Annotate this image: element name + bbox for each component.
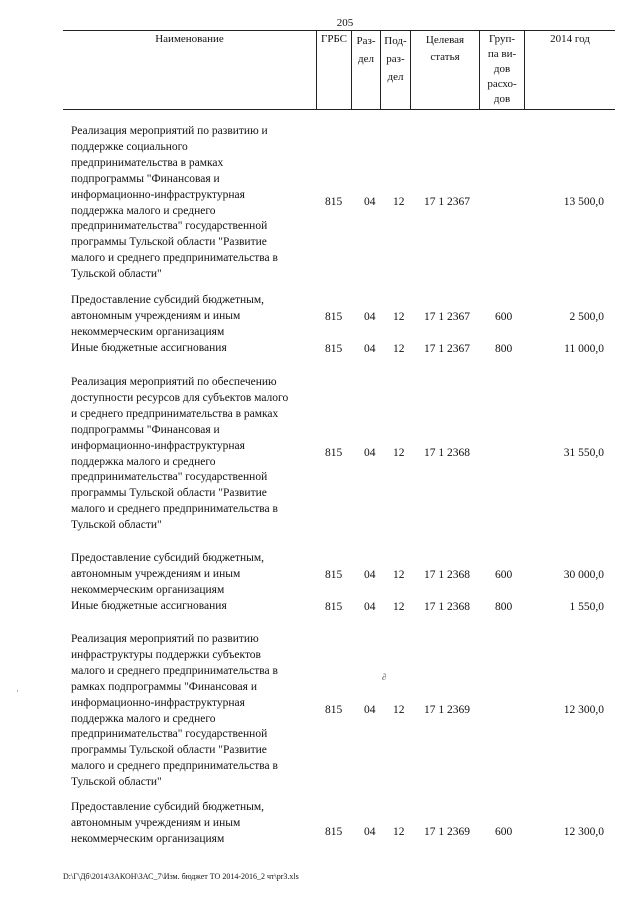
- row-name: Реализация мероприятий по развитию инфраструктуры поддержки субъектов малого и среднего предпринимательства в рамках подпрограммы "Финансовая и информационно-инфраструктурная поддержка малого и среднего предпринимательства" государственной программы Тульской области "Развитие малого и среднего предпринимательства в Тульской области": [71, 633, 278, 789]
- row-razdel: 04: [364, 601, 376, 613]
- row-target: 17 1 2368: [424, 569, 470, 581]
- row-razdel: 04: [364, 311, 376, 323]
- scan-speck: ∂: [382, 672, 387, 682]
- row-name: Предоставление субсидий бюджетным, автономным учреждениям и иным некоммерческим организациям: [71, 801, 265, 845]
- row-razdel: 04: [364, 447, 376, 459]
- header-podrazdel: Под- раз- дел: [381, 31, 411, 109]
- row-grbs: 815: [325, 826, 343, 838]
- row-grbs: 815: [325, 569, 343, 581]
- header-name: Наименование: [63, 31, 317, 109]
- row-razdel: 04: [364, 704, 376, 716]
- row-grbs: 815: [325, 601, 343, 613]
- row-amount: 12 300,0: [563, 704, 604, 716]
- row-grbs: 815: [325, 704, 343, 716]
- row-name: Предоставление субсидий бюджетным, автономным учреждениям и иным некоммерческим организациям: [71, 552, 265, 596]
- row-amount: 30 000,0: [563, 569, 604, 581]
- row-podrazdel: 12: [393, 569, 405, 581]
- row-vid: 800: [495, 343, 513, 355]
- row-target: 17 1 2369: [424, 826, 470, 838]
- row-podrazdel: 12: [393, 704, 405, 716]
- header-vid: Груп- па ви- дов расхо- дов: [480, 31, 525, 109]
- row-target: 17 1 2367: [424, 343, 470, 355]
- row-grbs: 815: [325, 196, 343, 208]
- row-podrazdel: 12: [393, 196, 405, 208]
- row-name: Предоставление субсидий бюджетным, автономным учреждениям и иным некоммерческим организациям: [71, 294, 265, 338]
- row-target: 17 1 2367: [424, 311, 470, 323]
- row-target: 17 1 2368: [424, 601, 470, 613]
- row-podrazdel: 12: [393, 311, 405, 323]
- row-razdel: 04: [364, 569, 376, 581]
- row-grbs: 815: [325, 447, 343, 459]
- row-podrazdel: 12: [393, 447, 405, 459]
- row-amount: 31 550,0: [563, 447, 604, 459]
- row-podrazdel: 12: [393, 826, 405, 838]
- header-target: Целевая статья: [411, 31, 480, 109]
- row-target: 17 1 2368: [424, 447, 470, 459]
- row-razdel: 04: [364, 196, 376, 208]
- row-razdel: 04: [364, 343, 376, 355]
- row-amount: 13 500,0: [563, 196, 604, 208]
- row-vid: 600: [495, 311, 513, 323]
- row-razdel: 04: [364, 826, 376, 838]
- row-vid: 800: [495, 601, 513, 613]
- row-grbs: 815: [325, 311, 343, 323]
- row-vid: 600: [495, 826, 513, 838]
- scan-speck: ·: [16, 686, 19, 696]
- row-name: Реализация мероприятий по обеспечению доступности ресурсов для субъектов малого и среднего предпринимательства в рамках подпрограммы "Финансовая и информационно-инфраструктурная поддержка малого и среднего предпринимательства" государственной программы Тульской области "Развитие малого и среднего предпринимательства в Тульской области": [71, 376, 289, 532]
- file-path-footer: D:\Г\Дб\2014\ЗАКОН\ЗАС_7\Изм. бюджет ТО 2014-2016_2 чт\pr3.xls: [63, 872, 299, 881]
- row-vid: 600: [495, 569, 513, 581]
- row-name: Реализация мероприятий по развитию и поддержке социального предпринимательства в рамках подпрограммы "Финансовая и информационно-инфраструктурная поддержка малого и среднего предпринимательства" государственной программы Тульской области "Развитие малого и среднего предпринимательства в Тульской области": [71, 125, 278, 281]
- row-amount: 12 300,0: [563, 826, 604, 838]
- header-grbs: ГРБС: [317, 31, 352, 109]
- row-target: 17 1 2369: [424, 704, 470, 716]
- row-target: 17 1 2367: [424, 196, 470, 208]
- header-year: 2014 год: [550, 33, 590, 45]
- row-amount: 2 500,0: [569, 311, 604, 323]
- row-name: Иные бюджетные ассигнования: [71, 600, 227, 612]
- row-amount: 1 550,0: [569, 601, 604, 613]
- row-podrazdel: 12: [393, 343, 405, 355]
- row-grbs: 815: [325, 343, 343, 355]
- row-name: Иные бюджетные ассигнования: [71, 342, 227, 354]
- row-podrazdel: 12: [393, 601, 405, 613]
- row-amount: 11 000,0: [564, 343, 604, 355]
- page-number: 205: [336, 17, 354, 29]
- header-razdel: Раз- дел: [352, 31, 381, 109]
